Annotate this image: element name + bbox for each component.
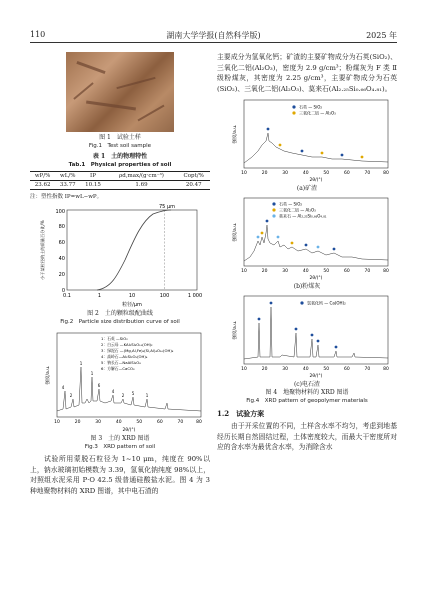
y-tick: 0 bbox=[61, 288, 65, 294]
left-column bbox=[30, 52, 210, 496]
x-tick: 60 bbox=[344, 171, 350, 176]
chart-frame bbox=[244, 198, 388, 266]
x-tick: 80 bbox=[383, 367, 389, 372]
table1-caption-en: Tab.1 Physical properties of soil bbox=[68, 162, 172, 168]
peak-markers bbox=[258, 302, 338, 349]
table-cell: 20.47 bbox=[177, 181, 210, 190]
x-tick: 60 bbox=[157, 420, 163, 425]
table-cell: 10.15 bbox=[80, 181, 105, 190]
x-tick: 10 bbox=[241, 171, 247, 176]
x-tick: 70 bbox=[364, 367, 371, 372]
x-tick: 30 bbox=[282, 171, 288, 176]
peak-label: 1 bbox=[79, 361, 83, 366]
soil-properties-table bbox=[30, 171, 210, 190]
x-tick: 40 bbox=[115, 420, 122, 425]
legend-marker-alumina bbox=[272, 208, 275, 211]
x-tick: 30 bbox=[282, 269, 288, 274]
x-tick: 40 bbox=[302, 171, 309, 176]
x-tick: 40 bbox=[302, 367, 309, 372]
table-cell: 1.69 bbox=[106, 181, 178, 190]
carbide-slag-xrd-chart bbox=[222, 293, 392, 381]
legend-item: 氢氧化钙 — Ca(OH)₂ bbox=[307, 300, 346, 306]
x-axis-label: 2θ/(°) bbox=[309, 178, 323, 183]
fly-ash-xrd-chart bbox=[222, 195, 392, 283]
fig4-caption-en: Fig.4 XRD pattern of geopolymer materials bbox=[246, 398, 368, 404]
table-header: wL/% bbox=[55, 172, 80, 181]
peak-label: 2 bbox=[69, 393, 73, 398]
x-tick: 50 bbox=[323, 269, 330, 274]
y-axis-label: 强度/a.u. bbox=[233, 222, 238, 242]
peak-label: 5 bbox=[131, 391, 135, 396]
legend-item: 三氧化二铝 — Al₂O₃ bbox=[279, 207, 316, 213]
x-tick: 60 bbox=[344, 367, 350, 372]
right-column bbox=[217, 52, 397, 453]
fig3-caption-en: Fig.3 XRD pattern of soil bbox=[84, 444, 156, 450]
peak-label: 4 bbox=[61, 385, 65, 390]
y-axis-label: 强度/a.u. bbox=[233, 124, 238, 144]
legend-item: 三氧化二铝 — Al₂O₃ bbox=[299, 110, 336, 116]
x-tick: 60 bbox=[344, 269, 350, 274]
fig3-caption-cn: 图 3 土的 XRD 图谱 bbox=[90, 435, 150, 442]
particle-size-chart bbox=[35, 204, 205, 310]
y-axis-label: 强度/a.u. bbox=[233, 320, 238, 340]
x-tick: 50 bbox=[136, 420, 143, 425]
legend-item: 石英 — SiO₂ bbox=[299, 104, 322, 110]
table-cell: 23.62 bbox=[30, 181, 55, 190]
table1-caption-cn: 表 1 土的物理特性 bbox=[92, 153, 148, 160]
y-axis-label: 小于某粒径的土的质量百分比/% bbox=[40, 220, 45, 280]
x-axis-label: 2θ/(°) bbox=[309, 374, 323, 379]
left-paragraph: 试验所用蒙脱石粒径为 1~10 μm，纯度在 90%以上，钠水玻璃初始模数为 3.39，氢氧化钠纯度 98%以上，对照组水泥采用 P·O 42.5 级普通硅酸盐水泥。图 4 为 3 种地聚物材料的 XRD 图谱，其中电石渣的 bbox=[30, 455, 210, 495]
table-header: Copt/% bbox=[177, 172, 210, 181]
peak-label: 1 bbox=[90, 371, 94, 376]
x-tick: 30 bbox=[95, 420, 101, 425]
soil-xrd-chart bbox=[35, 329, 205, 435]
x-axis-label: 2θ/(°) bbox=[122, 428, 136, 433]
xrd-trace bbox=[244, 225, 388, 261]
x-tick: 20 bbox=[261, 269, 268, 274]
journal-year: 2025 年 bbox=[366, 31, 397, 40]
x-tick: 10 bbox=[241, 367, 247, 372]
fig4a-subcaption: (a)矿渣 bbox=[296, 185, 318, 192]
fig4b-subcaption: (b)粉煤灰 bbox=[293, 283, 321, 290]
legend-item: 石英 — SiO₂ bbox=[279, 201, 302, 207]
xrd-trace bbox=[244, 307, 388, 359]
x-tick: 50 bbox=[323, 367, 330, 372]
xrd-trace bbox=[57, 367, 201, 411]
peak-markers bbox=[267, 128, 364, 159]
peak-label: 4 bbox=[111, 389, 115, 394]
running-header bbox=[30, 28, 397, 43]
table-header: wP/% bbox=[30, 172, 55, 181]
fig2-caption-en: Fig.2 Particle size distribution curve of soil bbox=[60, 319, 180, 325]
x-tick: 20 bbox=[74, 420, 81, 425]
x-tick: 70 bbox=[364, 269, 371, 274]
legend-marker-quartz bbox=[292, 105, 295, 108]
legend-marker-alumina bbox=[292, 111, 295, 114]
x-tick: 1 000 bbox=[187, 293, 203, 299]
section-heading: 1.2 试验方案 bbox=[217, 409, 265, 418]
x-tick: 70 bbox=[364, 171, 371, 176]
x-tick: 30 bbox=[282, 367, 288, 372]
peak-label: 1 bbox=[145, 393, 149, 398]
section-paragraph: 由于开采位置的不同，土样含水率不均匀，考虑到地基经历长期自然固结过程，土体密度较大，而最大干密度所对应的含水率为最优含水率，为消除含水 bbox=[217, 422, 397, 451]
peak-markers bbox=[257, 220, 336, 251]
xrd-trace bbox=[244, 133, 388, 163]
legend-marker-quartz bbox=[272, 202, 275, 205]
x-tick: 80 bbox=[196, 420, 202, 425]
fig1-caption-cn: 图 1 试验土样 bbox=[99, 134, 141, 141]
x-tick: 50 bbox=[323, 171, 330, 176]
legend-item: 莫来石 — Al₂.₂₅Si₀.₆₆O₄.₈₁ bbox=[279, 213, 327, 219]
x-tick: 10 bbox=[241, 269, 247, 274]
x-tick: 40 bbox=[302, 269, 309, 274]
x-axis-label: 粒径/μm bbox=[122, 302, 142, 308]
annotation-75um: 75 μm bbox=[159, 204, 176, 210]
legend-item: 1：石英 —SiO₂ bbox=[101, 336, 128, 341]
x-tick: 1 bbox=[97, 293, 102, 299]
x-tick: 0.1 bbox=[63, 293, 71, 299]
fig4-caption-cn: 图 4 地聚物材料的 XRD 图谱 bbox=[265, 389, 349, 396]
journal-name: 湖南大学学报(自然科学版) bbox=[166, 31, 261, 40]
y-tick: 40 bbox=[58, 256, 65, 262]
x-tick: 10 bbox=[128, 293, 136, 299]
fig2-caption-cn: 图 2 土的颗粒级配曲线 bbox=[87, 310, 153, 317]
table1-note: 注：塑性指数 IP=wL−wP。 bbox=[30, 194, 103, 200]
x-tick: 20 bbox=[261, 171, 268, 176]
x-tick: 70 bbox=[177, 420, 184, 425]
table-header: ρd,max/(g·cm⁻³) bbox=[106, 172, 178, 181]
fig1-caption-en: Fig.1 Test soil sample bbox=[88, 143, 152, 149]
table-header: IP bbox=[80, 172, 105, 181]
y-tick: 80 bbox=[58, 224, 65, 230]
right-paragraph: 主要成分为氢氧化钙；矿渣的主要矿物成分为石英(SiO₂)、三氧化二铝(Al₂O₃)，密度为 2.9 g/cm³；粉煤灰为 F 类 Ⅱ 级粉煤灰，其密度为 2.25 g/cm³，主要矿物成分为石英(SiO₂)、三氧化二铝(Al₂O₃)、莫来石(Al₂.₂₅Si₀.₆₆O₄.₈₁)。 bbox=[217, 53, 397, 93]
soil-sample-photo bbox=[66, 52, 174, 132]
fig4c-subcaption: (c)电石渣 bbox=[293, 381, 321, 388]
legend-item: 5：钠长石—NaAlSi₃O₈ bbox=[101, 360, 141, 365]
legend-item: 6：方解石—CaCO₃ bbox=[101, 366, 135, 371]
legend-marker-mullite bbox=[272, 214, 275, 217]
legend-item: 3：绿泥石 —(Mg,Al,Fe)₆(Si,Al)₄O₁₀(OH)₈ bbox=[101, 348, 174, 353]
y-tick: 100 bbox=[55, 209, 65, 215]
chart-frame bbox=[244, 296, 388, 364]
x-axis-label: 2θ/(°) bbox=[309, 276, 323, 281]
y-axis-label: 强度/a.u. bbox=[46, 365, 51, 385]
chart-frame bbox=[67, 210, 197, 290]
grading-curve bbox=[97, 210, 171, 290]
y-tick: 20 bbox=[58, 272, 65, 278]
slag-xrd-chart bbox=[222, 97, 392, 185]
table-cell: 33.77 bbox=[55, 181, 80, 190]
x-tick: 20 bbox=[261, 367, 268, 372]
x-tick: 80 bbox=[383, 171, 389, 176]
x-tick: 80 bbox=[383, 269, 389, 274]
x-tick: 100 bbox=[159, 293, 170, 299]
legend-item: 2：白云母 —KAl₂Si₃O₁₀(OH)₂ bbox=[101, 342, 153, 347]
x-tick: 10 bbox=[54, 420, 60, 425]
y-tick: 60 bbox=[58, 240, 65, 246]
legend-marker-calcium-hydroxide bbox=[300, 301, 303, 304]
peak-label: 6 bbox=[97, 383, 101, 388]
page-number: 110 bbox=[30, 30, 46, 39]
legend-item: 4：高岭石—Al₂Si₂O₅(OH)₄ bbox=[101, 354, 148, 359]
peak-label: 2 bbox=[121, 393, 125, 398]
